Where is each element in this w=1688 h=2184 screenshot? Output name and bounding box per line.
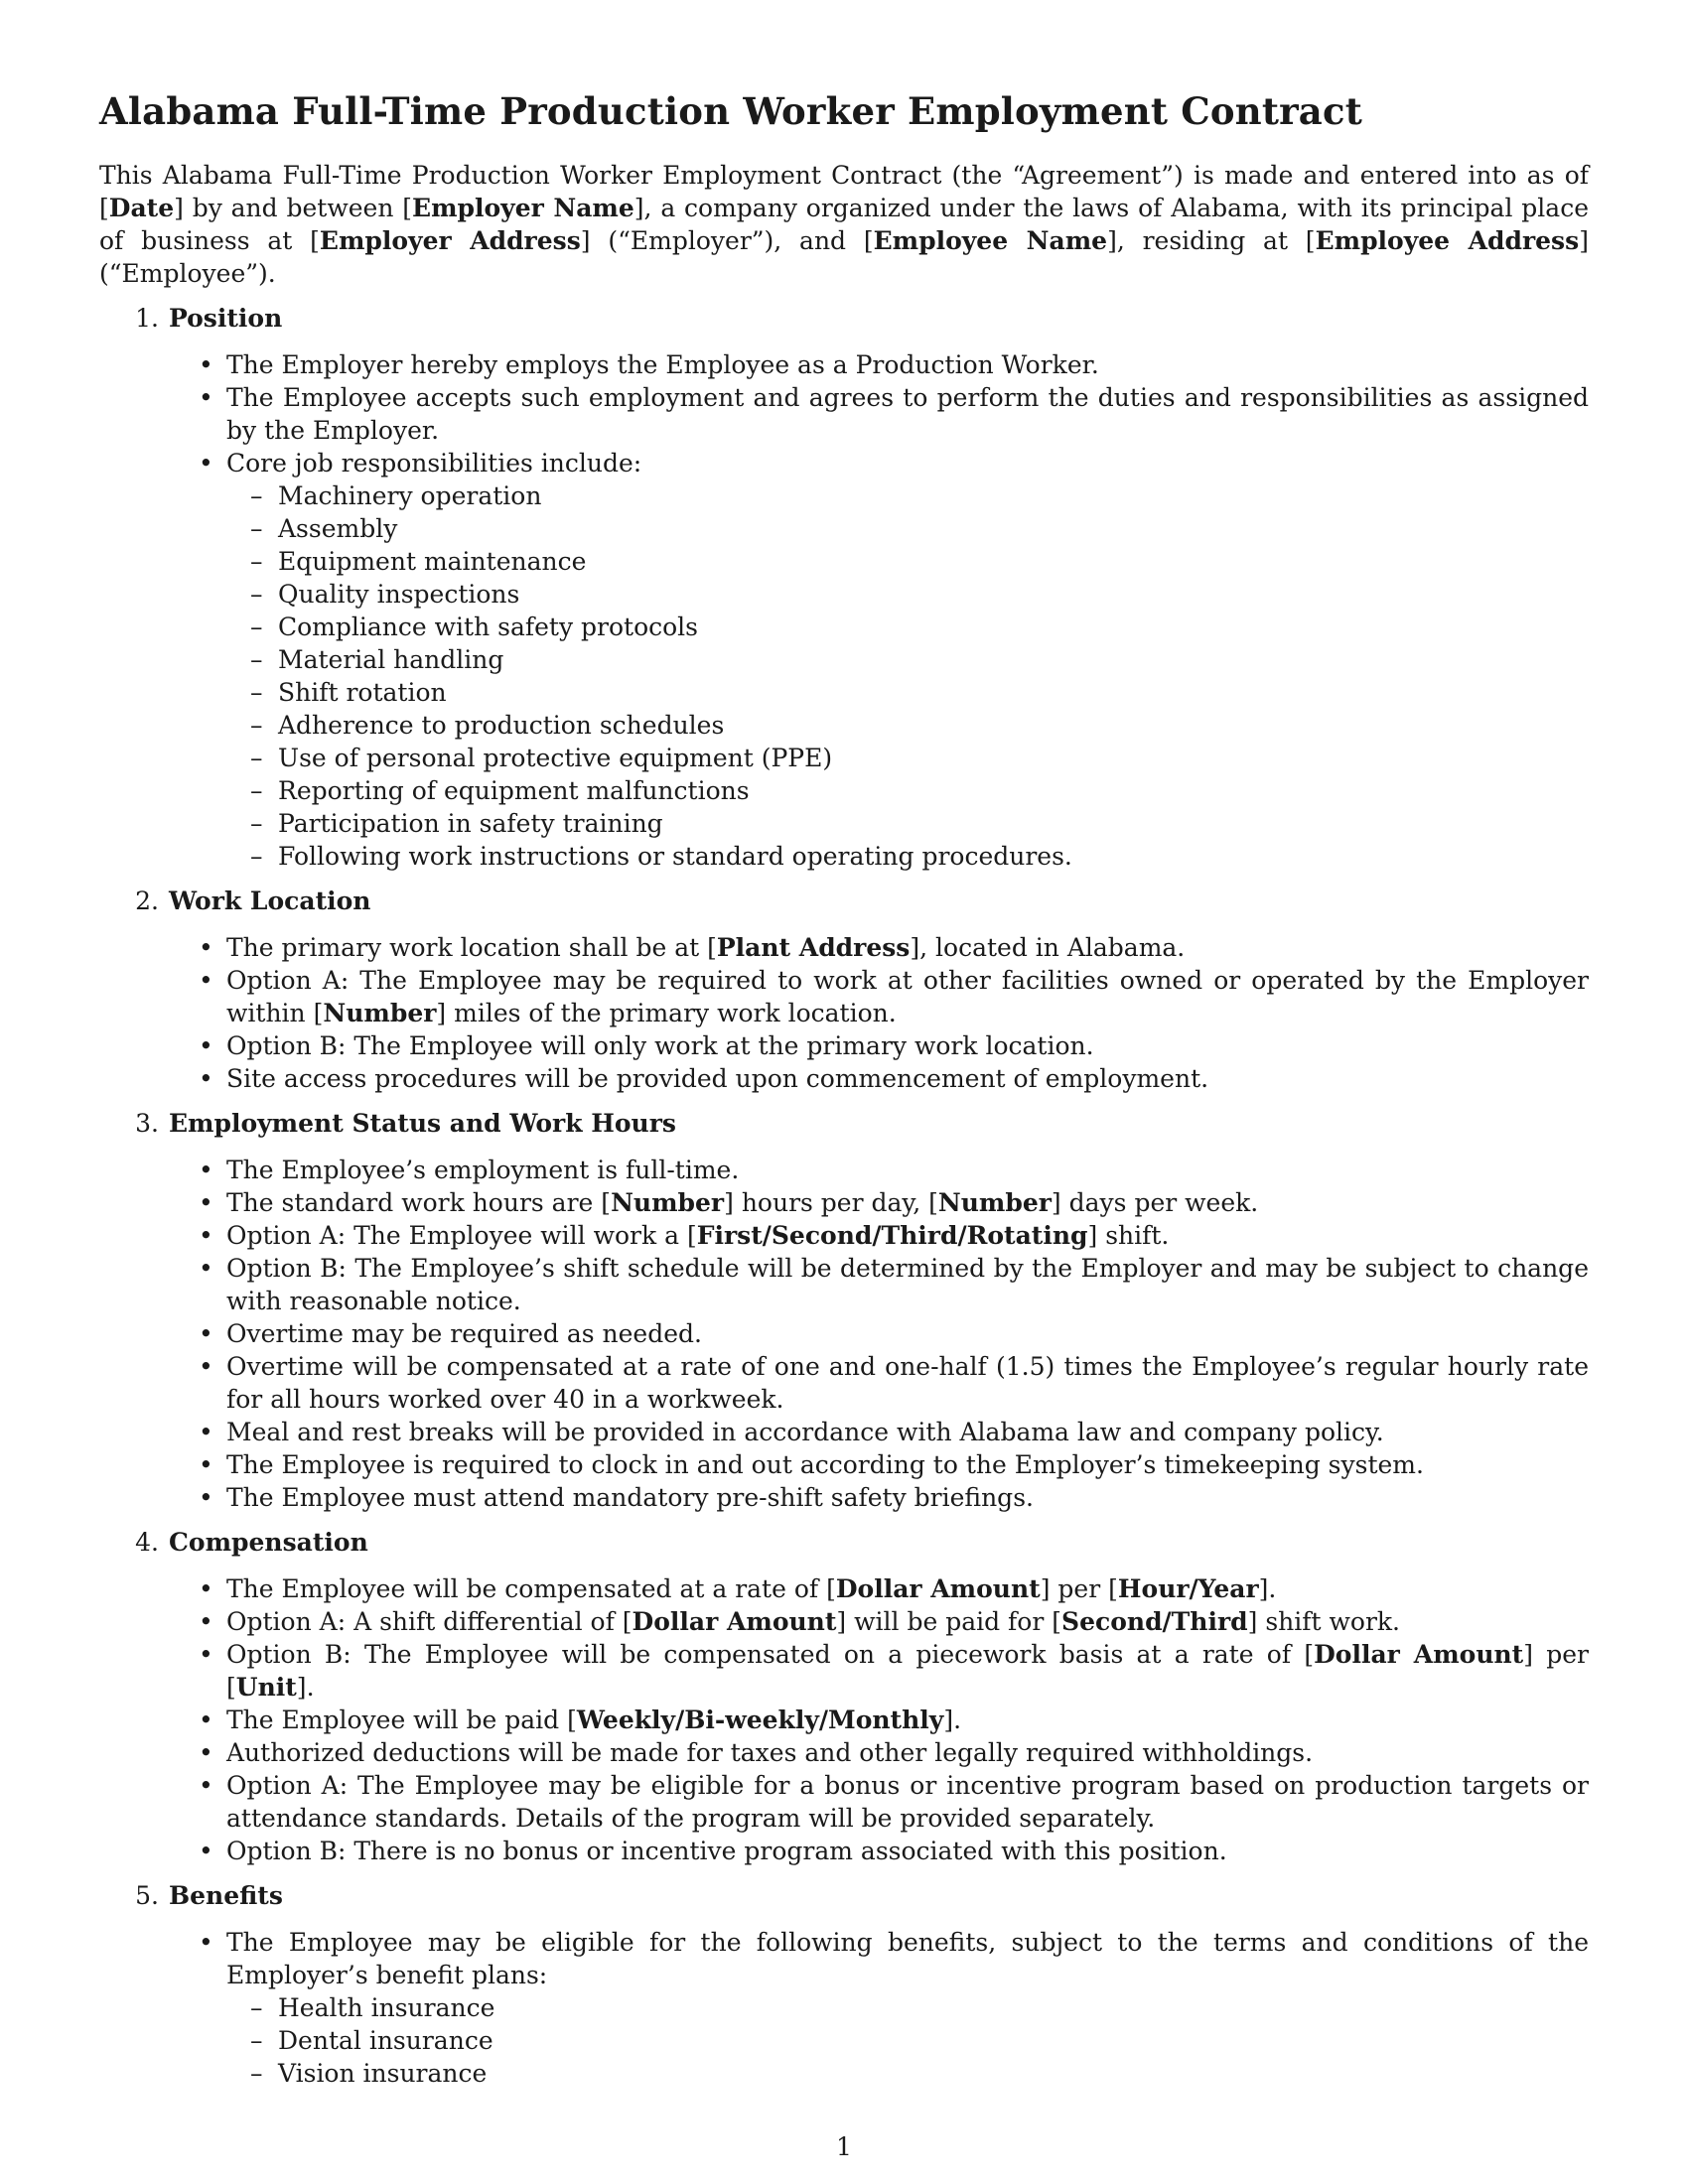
bullet-text: . [953,1706,962,1734]
bullet-item [226,1926,1589,2090]
duty-item: – Use of personal protective equipment (PPE) [278,742,1589,774]
intro-text: (“Employee”). [99,259,276,288]
bullet-item: • The standard work hours are [Number] hours per day, [Number] days per week. [226,1186,1589,1219]
section-title: Benefits [169,1881,283,1910]
section-heading [99,1107,1589,1140]
placeholder-second-third: Second/Third [1061,1607,1248,1636]
duty-item: – Material handling [278,643,1589,676]
bullet-item [226,447,1589,873]
bullet-text: The standard work hours are [226,1188,602,1217]
intro-text: by and between [183,194,403,222]
bullet-item: • Site access procedures will be provided upon commencement of employment. [226,1062,1589,1095]
placeholder-dollar-amount: Dollar Amount [1314,1640,1524,1669]
bullet-list [99,1926,1589,2090]
duty-item: – Shift rotation [278,676,1589,709]
bullet-item: • The Employee is required to clock in and out according to the Employer’s timekeeping system. [226,1448,1589,1481]
duty-item: – Participation in safety training [278,807,1589,840]
bullet-item: • Option A: The Employee will work a [First/Second/Third/Rotating] shift. [226,1219,1589,1252]
bullet-text: miles of the primary work location. [446,999,897,1027]
bullet-item: • The Employer hereby employs the Employee as a Production Worker. [226,348,1589,381]
bullet-item: • The Employee must attend mandatory pre-shift safety briefings. [226,1481,1589,1514]
placeholder-hour-year: Hour/Year [1117,1574,1259,1603]
bullet-text: Option A: The Employee may be required to work at other facilities owned or operated by the Employer within [226,966,1589,1027]
placeholder-number: Number [937,1188,1052,1217]
bullet-item: • Option B: The Employee will only work at the primary work location. [226,1029,1589,1062]
placeholder-number: Number [611,1188,725,1217]
bullet-text: Core job responsibilities include: [226,449,642,478]
bullet-list [99,931,1589,1095]
duty-item: – Assembly [278,512,1589,545]
bullet-text: Option B: The Employee will be compensated on a piecework basis at a rate of [226,1640,1305,1669]
duty-item: – Adherence to production schedules [278,709,1589,742]
placeholder-employee-address: Employee Address [1315,226,1580,255]
bullet-text: per [1533,1640,1589,1669]
bullet-text: hours per day, [733,1188,929,1217]
bullet-text: per [1050,1574,1109,1603]
placeholder-dollar-amount: Dollar Amount [632,1607,837,1636]
page-number: 1 [836,2132,852,2161]
section-position [99,302,1589,873]
benefit-item: – Health insurance [278,1991,1589,2024]
duty-item: – Quality inspections [278,578,1589,611]
intro-text: (“Employer”), and [590,226,864,255]
duty-item: – Reporting of equipment malfunctions [278,774,1589,807]
placeholder-employee-name: Employee Name [873,226,1108,255]
section-number: 2. [135,887,159,915]
benefit-item: – Dental insurance [278,2024,1589,2057]
bullet-item: • Option A: The Employee may be required to work at other facilities owned or operated by the Employer within [Number] miles of the primary work location. [226,964,1589,1029]
placeholder-employer-address: Employer Address [319,226,581,255]
intro-text: , residing at [1116,226,1306,255]
intro-text: This Alabama Full-Time Production Worker Employment Contract (the “Agreement”) is made and entered into as of [99,161,1589,190]
bullet-item: • Option A: A shift differential of [Dollar Amount] will be paid for [Second/Third] shift work. [226,1605,1589,1638]
section-heading [99,1879,1589,1912]
bullet-text: shift work. [1257,1607,1400,1636]
bullet-item: • Option A: The Employee may be eligible for a bonus or incentive program based on production targets or attendance standards. Details of the program will be provided separately. [226,1769,1589,1835]
placeholder-dollar-amount: Dollar Amount [835,1574,1041,1603]
bullet-item: • Option B: The Employee will be compensated on a piecework basis at a rate of [Dollar Amount] per [Unit]. [226,1638,1589,1704]
bullet-item: • The Employee will be compensated at a rate of [Dollar Amount] per [Hour/Year]. [226,1572,1589,1605]
section-heading [99,302,1589,335]
section-number: 1. [135,304,159,333]
section-compensation [99,1526,1589,1867]
duty-item: – Equipment maintenance [278,545,1589,578]
bullet-item: • The primary work location shall be at [Plant Address], located in Alabama. [226,931,1589,964]
bullet-item: • Authorized deductions will be made for taxes and other legally required withholdings. [226,1736,1589,1769]
bullet-text: Option A: A shift differential of [226,1607,623,1636]
bullet-item: • The Employee accepts such employment and agrees to perform the duties and responsibilities as assigned by the Employer. [226,381,1589,447]
benefit-item: – Vision insurance [278,2057,1589,2090]
section-number: 3. [135,1109,159,1138]
bullet-list [99,1154,1589,1514]
bullet-item: • Meal and rest breaks will be provided in accordance with Alabama law and company policy. [226,1416,1589,1448]
section-title: Position [169,304,283,333]
bullet-text: The primary work location shall be at [226,933,708,962]
intro-paragraph: This Alabama Full-Time Production Worker Employment Contract (the “Agreement”) is made and entered into as of [Date] by and between [Employer Name], a company organized under the laws of Alabama, with its principal place of business at [Employer Address] (“Employer”), and [Employee Name], residing at [Employee Address] (“Employee”). [99,161,1589,288]
bullet-list [99,348,1589,873]
placeholder-unit: Unit [235,1673,297,1702]
section-title: Employment Status and Work Hours [169,1109,676,1138]
section-benefits [99,1879,1589,2090]
bullet-text: shift. [1097,1221,1170,1250]
intro-text: , a company organized under the laws of Alabama, with its principal place of business at [99,194,1589,255]
bullet-text: , located in Alabama. [919,933,1186,962]
bullet-item: • The Employee’s employment is full-time. [226,1154,1589,1186]
bullet-list [99,1572,1589,1867]
bullet-text: . [306,1673,315,1702]
section-title: Work Location [169,887,371,915]
section-heading [99,885,1589,917]
section-employment-status [99,1107,1589,1514]
section-number: 5. [135,1881,159,1910]
placeholder-shift: First/Second/Third/Rotating [696,1221,1088,1250]
section-list [99,302,1589,2090]
bullet-text: Option A: The Employee will work a [226,1221,687,1250]
bullet-text: will be paid for [846,1607,1053,1636]
duty-item: – Compliance with safety protocols [278,611,1589,643]
placeholder-employer-name: Employer Name [412,194,634,222]
bullet-text: days per week. [1060,1188,1259,1217]
duties-list [226,479,1589,873]
placeholder-pay-frequency: Weekly/Bi-weekly/Monthly [576,1706,944,1734]
duty-item: – Following work instructions or standard operating procedures. [278,840,1589,873]
placeholder-date: Date [108,194,175,222]
bullet-text: . [1268,1574,1277,1603]
bullet-text: The Employee will be paid [226,1706,568,1734]
bullet-item: • Option B: There is no bonus or incentive program associated with this position. [226,1835,1589,1867]
bullet-item: • The Employee will be paid [Weekly/Bi-weekly/Monthly]. [226,1704,1589,1736]
document-page [99,87,1589,2102]
section-work-location [99,885,1589,1095]
bullet-text: The Employee will be compensated at a rate of [226,1574,827,1603]
bullet-item: • Overtime will be compensated at a rate of one and one-half (1.5) times the Employee’s regular hourly rate for all hours worked over 40 in a workweek. [226,1350,1589,1416]
placeholder-number: Number [323,999,437,1027]
benefits-list [226,1991,1589,2090]
bullet-item: • Overtime may be required as needed. [226,1317,1589,1350]
duty-item: – Machinery operation [278,479,1589,512]
bullet-text: The Employee may be eligible for the following benefits, subject to the terms and conditions of the Employer’s benefit plans: [226,1928,1589,1989]
section-title: Compensation [169,1528,368,1557]
section-heading [99,1526,1589,1559]
placeholder-plant-address: Plant Address [716,933,911,962]
document-title: Alabama Full-Time Production Worker Employment Contract [99,89,1362,133]
section-number: 4. [135,1528,159,1557]
bullet-item: • Option B: The Employee’s shift schedule will be determined by the Employer and may be subject to change with reasonable notice. [226,1252,1589,1317]
